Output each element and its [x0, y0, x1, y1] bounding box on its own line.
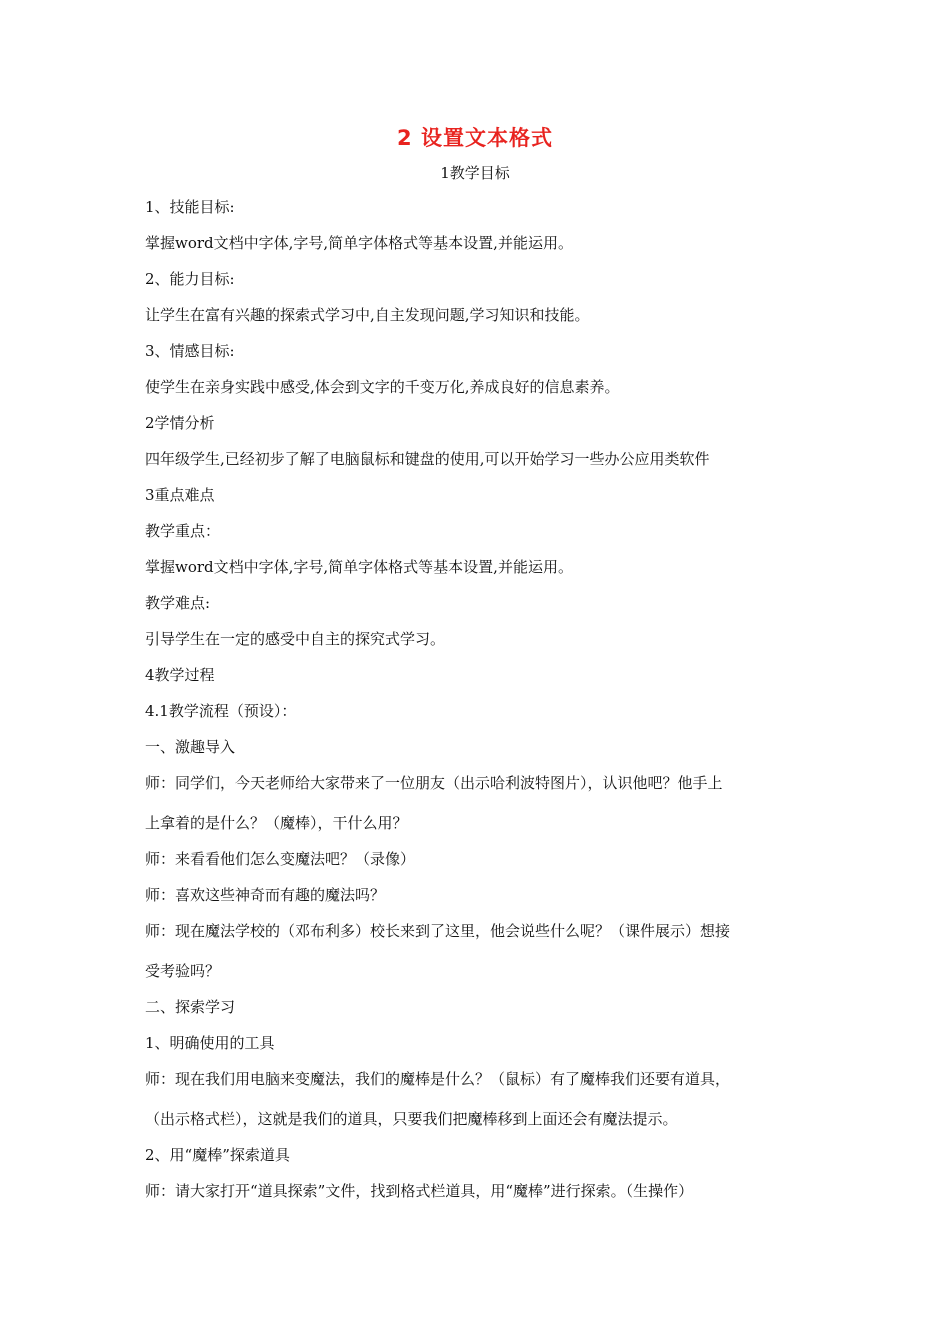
section-heading: 3重点难点 — [145, 486, 215, 504]
paragraph: 引导学生在一定的感受中自主的探究式学习。 — [145, 630, 446, 648]
paragraph: 师：现在魔法学校的（邓布利多）校长来到了这里，他会说些什么呢？（课件展示）想接 — [145, 922, 731, 940]
paragraph: 师：喜欢这些神奇而有趣的魔法吗？ — [145, 886, 386, 904]
paragraph: 师：现在我们用电脑来变魔法，我们的魔棒是什么？（鼠标）有了魔棒我们还要有道具， — [145, 1070, 731, 1088]
paragraph: （出示格式栏），这就是我们的道具，只要我们把魔棒移到上面还会有魔法提示。 — [145, 1110, 678, 1128]
section-heading-teaching-goals: 1教学目标 — [440, 164, 510, 182]
paragraph: 1、技能目标: — [145, 198, 235, 216]
paragraph: 2、能力目标: — [145, 270, 235, 288]
paragraph: 4.1教学流程（预设）： — [145, 702, 297, 720]
paragraph: 掌握word文档中字体,字号,简单字体格式等基本设置,并能运用。 — [145, 234, 573, 252]
section-heading: 4教学过程 — [145, 666, 215, 684]
paragraph: 3、情感目标: — [145, 342, 235, 360]
paragraph: 二、探索学习 — [145, 998, 236, 1016]
paragraph: 师：请大家打开“道具探索”文件，找到格式栏道具，用“魔棒”进行探索。（生操作） — [145, 1182, 694, 1200]
document-title: 2 设置文本格式 — [397, 126, 553, 150]
paragraph: 教学难点: — [145, 594, 211, 612]
paragraph: 受考验吗？ — [145, 962, 221, 980]
paragraph: 教学重点： — [145, 522, 221, 540]
section-heading: 2学情分析 — [145, 414, 215, 432]
paragraph: 让学生在富有兴趣的探索式学习中,自主发现问题,学习知识和技能。 — [145, 306, 590, 324]
paragraph: 师：同学们，今天老师给大家带来了一位朋友（出示哈利波特图片），认识他吧？他手上 — [145, 774, 723, 792]
paragraph: 掌握word文档中字体,字号,简单字体格式等基本设置,并能运用。 — [145, 558, 573, 576]
paragraph: 上拿着的是什么？（魔棒），干什么用？ — [145, 814, 408, 832]
paragraph: 四年级学生,已经初步了解了电脑鼠标和键盘的使用,可以开始学习一些办公应用类软件 — [145, 450, 710, 468]
paragraph: 师：来看看他们怎么变魔法吧？（录像） — [145, 850, 416, 868]
paragraph: 使学生在亲身实践中感受,体会到文字的千变万化,养成良好的信息素养。 — [145, 378, 620, 396]
paragraph: 2、用“魔棒”探索道具 — [145, 1146, 290, 1164]
paragraph: 一、激趣导入 — [145, 738, 236, 756]
paragraph: 1、明确使用的工具 — [145, 1034, 275, 1052]
